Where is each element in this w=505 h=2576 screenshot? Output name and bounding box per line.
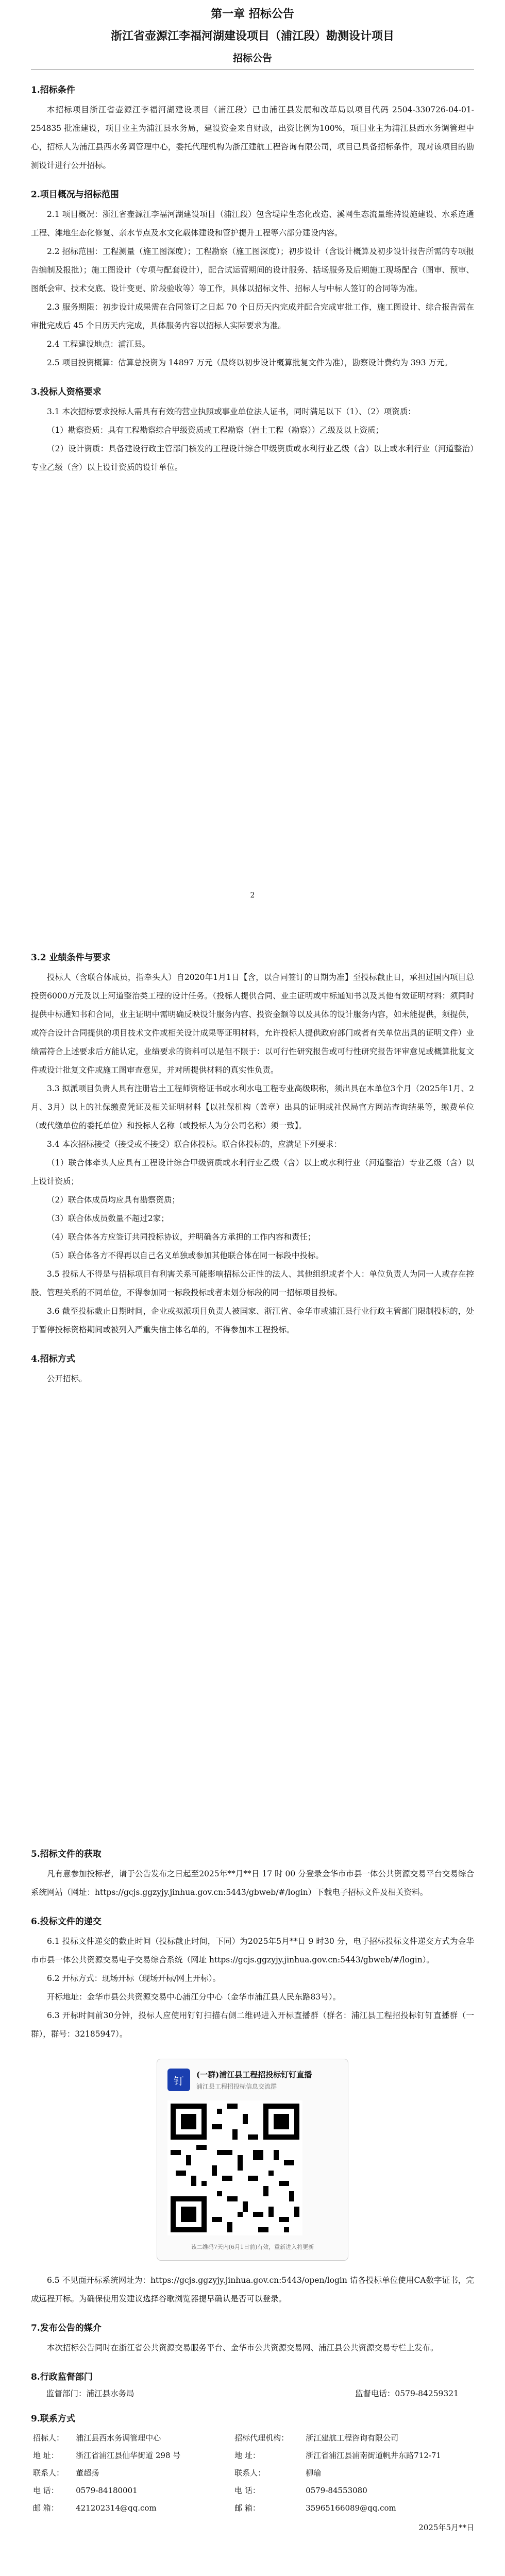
dingtalk-logo-icon: 钉 xyxy=(167,2069,190,2091)
page-1 xyxy=(0,0,505,917)
page-3 xyxy=(0,1834,505,2576)
contact-row xyxy=(31,2499,474,2517)
contact-value: 浙江建航工程咨询有限公司 xyxy=(306,2433,399,2443)
consortium-req-3: （3）联合体成员数量不超过2家； xyxy=(47,1214,169,1223)
consortium-req-5: （5）联合体各方不得再以自己名义单独或参加其他联合体在同一标段中投标。 xyxy=(47,1251,324,1260)
section-2-2: 2.2 招标范围：工程测量（施工图深度）；工程勘察（施工图深度）；初步设计（含设计概算及初步设计报告所需的专项报告编制及报批）；施工图设计（专项与配套设计），配合试运营期间的设计服务、括场服务及后期施工现场配合（图审、预审、图纸会审、技术交底、设计变更、阶段验收等）等工作，具体以招标文件、招标人与中标人签订的合同等为准。 xyxy=(31,247,474,293)
section-3-1-a: （1）勘察资质：具有工程勘察综合甲级资质或工程勘察（岩土工程（勘察））乙级及以上资质； xyxy=(47,426,384,435)
section-3-4: 3.4 本次招标接受（接受或不接受）联合体投标。联合体投标的，应满足下列要求： xyxy=(47,1140,342,1149)
project-title: 浙江省壶源江李福河湖建设项目（浦江段）勘测设计项目 xyxy=(110,29,394,43)
chapter-title: 第一章 招标公告 xyxy=(211,7,294,21)
contact-value: 0579-84180001 xyxy=(76,2486,138,2495)
group-subtitle: 浦江县工程招投标信息交流群 xyxy=(196,2083,277,2090)
page-number: 2 xyxy=(250,891,255,900)
contact-value: 浦江县西水务调管理中心 xyxy=(76,2433,161,2443)
contact-label: 招标代理机构： xyxy=(234,2433,289,2443)
contact-label: 招标人： xyxy=(33,2433,64,2443)
contact-value: 421202314@qq.com xyxy=(76,2503,157,2513)
section-6-3: 6.3 开标时间前30分钟，投标人应使用钉钉扫描右侧二维码进入开标直播群（群名：浦江县工程招投标钉钉直播群（一群），群号：32185947）。 xyxy=(31,2011,474,2039)
consortium-req-4: （4）联合体各方应签订共同投标协议，并明确各方承担的工作内容和责任； xyxy=(47,1232,316,1242)
section-1-title: 1.招标条件 xyxy=(31,85,75,95)
contact-label: 邮 箱： xyxy=(234,2503,260,2513)
contact-value: 浙江省浦江县浦南街道帆井东路712-71 xyxy=(306,2451,441,2460)
section-4-title: 4.招标方式 xyxy=(31,1354,75,1364)
page-2 xyxy=(0,917,505,1834)
contact-table xyxy=(31,2429,474,2517)
contact-row xyxy=(31,2464,474,2482)
section-3-3: 3.3 拟派项目负责人具有注册岩土工程师资格证书或水利水电工程专业高级职称，须出具在本单位3个月（2025年1月、2月、3月）以上的社保缴费凭证及相关证明材料【以社保机构（盖章）出具的证明或社保局官方网站查询结果等，缴费单位（或代缴单位的委托单位）和投标人名称（或投标人为分公司名称）须一致】。 xyxy=(31,1084,474,1130)
qr-validity-note: 该二维码7天内(6月1日前)有效，重新进入将更新 xyxy=(191,2244,314,2250)
contact-value: 0579-84553080 xyxy=(306,2486,367,2495)
contact-row xyxy=(31,2447,474,2464)
section-3-title: 3.投标人资格要求 xyxy=(31,387,102,397)
notice-date: 2025年5月**日 xyxy=(418,2523,474,2532)
section-6-title: 6.投标文件的递交 xyxy=(31,1917,102,1927)
dingtalk-group-card xyxy=(157,2059,348,2261)
contact-label: 地 址： xyxy=(33,2451,59,2460)
supervision-dept: 监督部门：浦江县水务局 xyxy=(46,2389,134,2398)
section-6-5: 6.5 不见面开标系统网址为：https://gcjs.ggzyjy.jinhua.gov.cn:5443/open/login 请各投标单位使用CA数字证书，完成远程开标。为确保使用发建议选择谷歌浏览器提早确认是否可以登录。 xyxy=(31,2276,474,2303)
contact-label: 联系人： xyxy=(33,2468,64,2478)
section-4-text: 公开招标。 xyxy=(47,1374,87,1383)
section-2-title: 2.项目概况与招标范围 xyxy=(31,190,119,200)
contact-label: 地 址： xyxy=(234,2451,260,2460)
section-6-1: 6.1 投标文件递交的截止时间（投标截止时间，下同）为2025年5月**日 9 时30 分，电子招标投标文件递交方式为金华市市县一体公共资源交易电子交易综合系统（网址 https://gcjs.ggzyjy.jinhua.gov.cn:5443/gbweb/#/login）。 xyxy=(31,1937,474,1964)
opening-address: 开标地址：金华市县公共资源交易中心浦江分中心（金华市浦江县人民东路83号）。 xyxy=(47,1992,341,2002)
contact-value: 浙江省浦江县仙华街道 298 号 xyxy=(76,2451,181,2460)
section-2-4: 2.4 工程建设地点：浦江县。 xyxy=(47,340,150,349)
group-name: (一群)浦江县工程招投标钉钉直播 xyxy=(196,2070,312,2079)
section-3-5: 3.5 投标人不得是与招标项目有利害关系可能影响招标公正性的法人、其他组织或者个人：单位负责人为同一人或存在控股、管理关系的不同单位，不得参加同一标段投标或者未划分标段的同一招标项目投标。 xyxy=(31,1269,474,1297)
section-3-1: 3.1 本次招标要求投标人需具有有效的营业执照或事业单位法人证书，同时满足以下（1）、（2）项资质： xyxy=(47,407,416,416)
section-3-2-text: 投标人（含联合体成员，指牵头人）自2020年1月1日【含，以合同签订的日期为准】至投标截止日，承担过国内项目总投资6000万元及以上河道整治类工程的设计任务。（投标人提供合同、业主证明或中标通知书以及其他有效证明材料：须同时提供中标通知书和合同，业主证明中需明确反映设计服务内容、投资金额等以及具体的设计服务内容，如未能提供，须提供，或符合设计合同提供的项目技术文件或相关设计成果等证明材料，允许投标人提供政府部门或者有关单位出具的证明文件）业绩需符合上述要求后方能认定，业绩要求的资料可以是但不限于：以可行性研究报告或可行性研究报告评审意见或概算批复文件或设计批复文件或施工图审查意见，并对所提供材料的真实性负责。 xyxy=(31,973,474,1075)
contact-label: 联系人： xyxy=(234,2468,266,2478)
contact-label: 邮 箱： xyxy=(33,2503,59,2513)
section-9-title: 9.联系方式 xyxy=(31,2414,75,2424)
section-1-text: 本招标项目浙江省壶源江李福河湖建设项目（浦江段）已由浦江县发展和改革局以项目代码 2504-330726-04-01-254835 批准建设，项目业主为浦江县水务局，建设资金来自财政，出资比例为100%，项目业主为浦江县西水务调管理中心，招标人为浦江县西水务调管理中心，委托代理机构为浙江建航工程咨询有限公司，项目已具备招标条件，现对该项目的勘测设计进行公开招标。 xyxy=(31,105,474,170)
section-6-2: 6.2 开标方式：现场开标（现场开标/网上开标）。 xyxy=(47,1974,221,1983)
qr-code-icon[interactable] xyxy=(167,2100,302,2235)
section-3-1-b: （2）设计资质：具备建设行政主管部门核发的工程设计综合甲级资质或水利行业乙级（含）以上或水利行业（河道整治）专业乙级（含）以上设计资质的设计单位。 xyxy=(31,444,474,472)
consortium-req-1: （1）联合体牵头人应具有工程设计综合甲级资质或水利行业乙级（含）以上或水利行业（河道整治）专业乙级（含）以上设计资质； xyxy=(31,1158,474,1186)
contact-value: 董超扬 xyxy=(76,2468,99,2478)
contact-value: 柳瑜 xyxy=(306,2468,322,2478)
section-7-title: 7.发布公告的媒介 xyxy=(31,2323,102,2333)
section-3-2-title: 3.2 业绩条件与要求 xyxy=(31,953,111,963)
contact-row xyxy=(31,2429,474,2447)
notice-subtitle: 招标公告 xyxy=(232,53,272,64)
section-2-5: 2.5 项目投资概算：估算总投资为 14897 万元（最终以初步设计概算批复文件为准），勘察设计费约为 393 万元。 xyxy=(47,358,452,367)
supervision-phone: 监督电话：0579-84259321 xyxy=(355,2389,459,2398)
section-7-text: 本次招标公告同时在浙江省公共资源交易服务平台、金华市公共资源交易网、浦江县公共资源交易专栏上发布。 xyxy=(47,2343,439,2352)
section-8-title: 8.行政监督部门 xyxy=(31,2372,93,2382)
contact-label: 电 话： xyxy=(33,2486,59,2495)
contact-row xyxy=(31,2482,474,2499)
contact-value: 35965166089@qq.com xyxy=(306,2503,396,2513)
section-3-6: 3.6 截至投标截止日期时间，企业或拟派项目负责人被国家、浙江省、金华市或浦江县行业行政主管部门限制投标的，处于暂停投标资格期间或被列入严重失信主体名单的，不得参加本工程投标。 xyxy=(31,1307,474,1334)
section-2-1: 2.1 项目概况：浙江省壶源江李福河湖建设项目（浦江段）包含堤岸生态化改造、溪网生态流量维持设施建设、水系连通工程、滩地生态化修复、亲水节点及水文化载体建设和管护提升工程等六部分建设内容。 xyxy=(31,210,474,238)
consortium-req-2: （2）联合体成员均应具有勘察资质； xyxy=(47,1195,180,1205)
section-5-text: 凡有意参加投标者，请于公告发布之日起至2025年**月**日 17 时 00 分登录金华市市县一体公共资源交易平台交易综合系统网站（网址：https://gcjs.ggzyjy.jinhua.gov.cn:5443/gbweb/#/login）下载电子招标文件及相关资料。 xyxy=(31,1869,474,1897)
contact-label: 电 话： xyxy=(234,2486,260,2495)
section-2-3: 2.3 服务期限：初步设计成果需在合同签订之日起 70 个日历天内完成并配合完成审批工作，施工图设计、综合报告需在审批完成后 45 个日历天内完成，具体服务内容以招标人实际要求为准。 xyxy=(31,302,474,330)
section-5-title: 5.招标文件的获取 xyxy=(31,1849,102,1859)
